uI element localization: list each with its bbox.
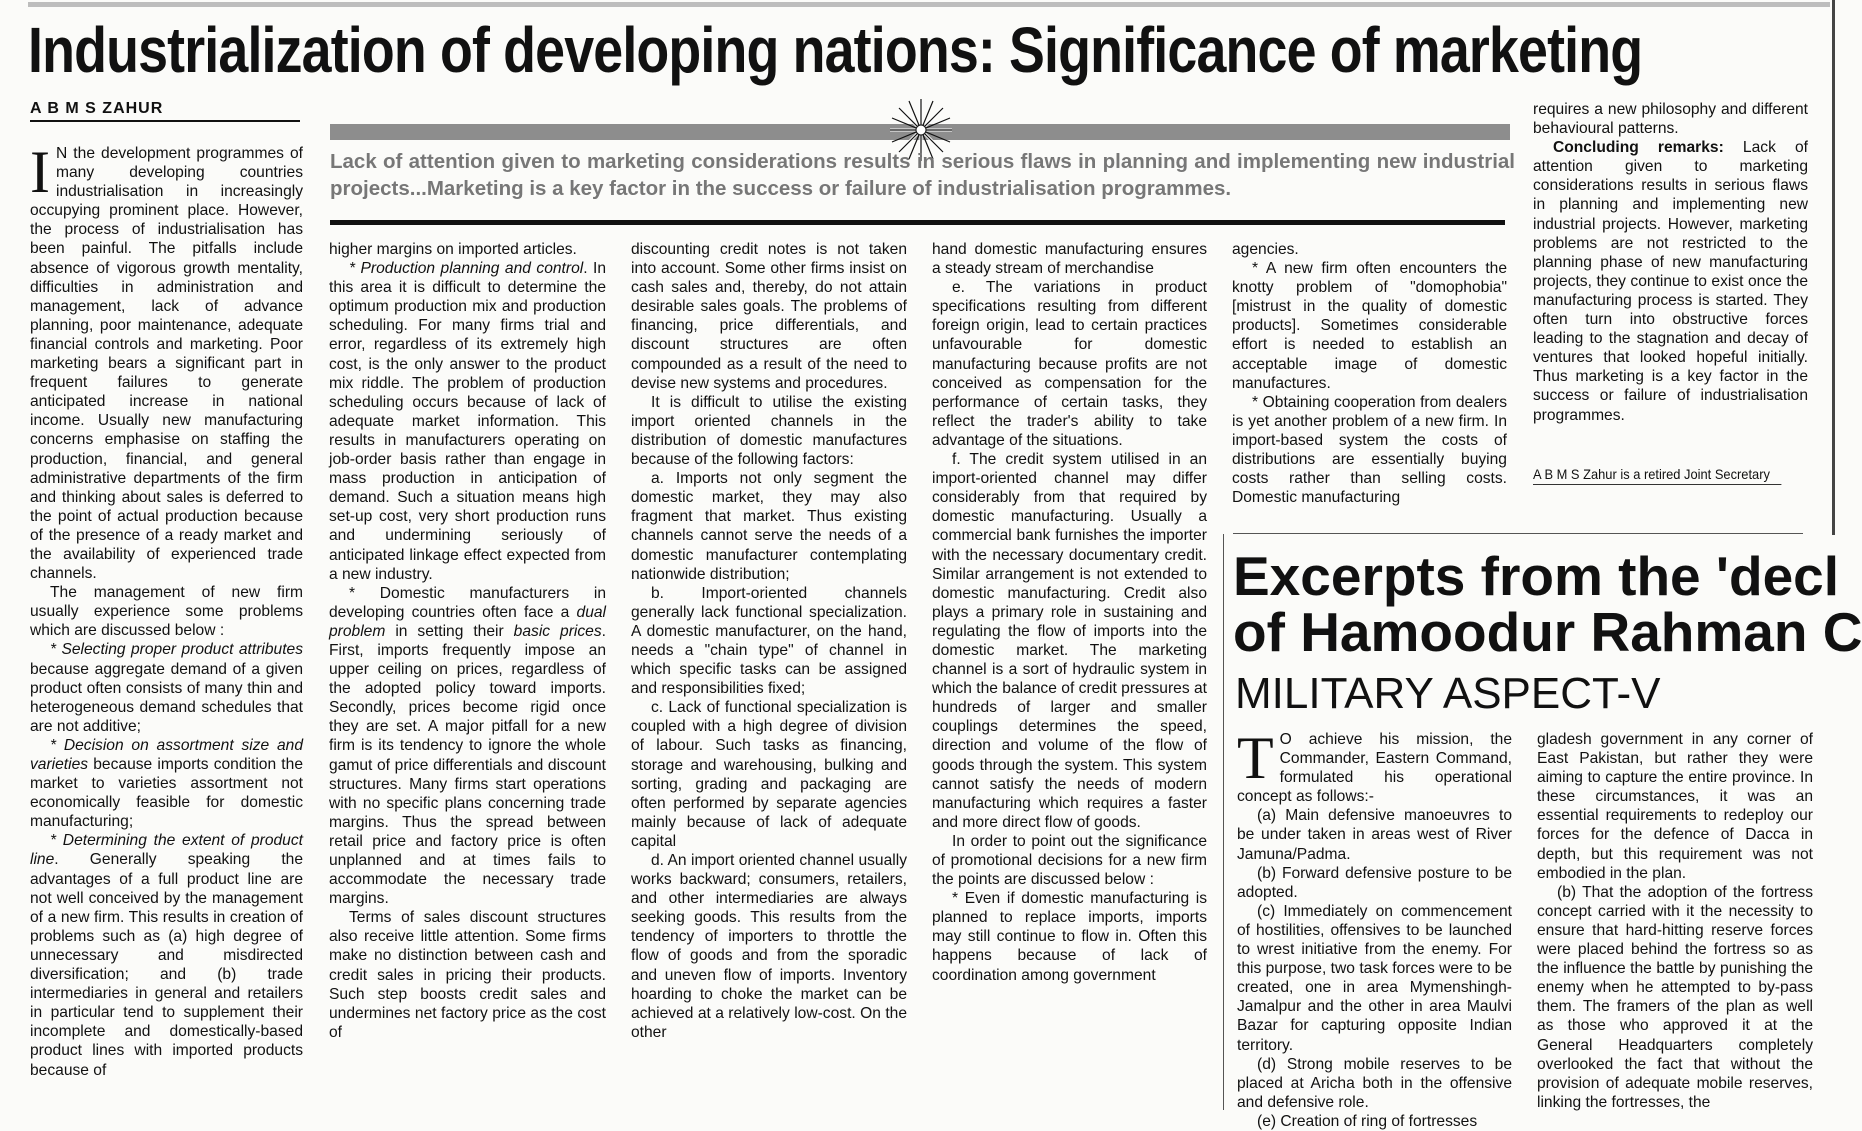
drop-cap: I: [30, 139, 50, 205]
paragraph-text: because aggregate demand of a given product often consists of many thin and heterogeneous demand schedules that are not additive;: [30, 660, 303, 735]
paragraph: (e) Creation of ring of fortresses: [1257, 1112, 1478, 1130]
article-column-6: [1533, 100, 1808, 442]
article-column-5: [1232, 240, 1507, 518]
paragraph: d. An import oriented channel usually works backward; consumers, retailers, and other intermediaries are always seeking goods. This results from the tendency of importers to throttle the flow of goods and from the sporadic and uneven flow of imports. Inventory hoarding to choke the market can be achieved at a relatively low-cost. On the other: [631, 852, 907, 1041]
paragraph: * Even if domestic manufacturing is planned to replace imports, imports may still continue to flow in. Often this happens because of lack of coordination among government: [932, 890, 1207, 984]
author-note: A B M S Zahur is a retired Joint Secretary: [1533, 466, 1781, 485]
excerpt-subhead: MILITARY ASPECT-V: [1235, 669, 1661, 718]
emphasis: * Selecting proper product attributes: [50, 641, 303, 659]
paragraph: Terms of sales discount structures also receive little attention. Some firms make no distinction between cash and credit sales in pricing their products. Such step boosts credit sales and undermines net factory price as the cost of: [329, 909, 606, 1041]
paragraph: N the development programmes of many developing countries industrialisation in increasingly occupying prominent place. However, the process of industrialisation has been painful. The pitfalls include absence of vigorous growth mentality, difficulties in administration and management, lack of advance planning, poor maintenance, adequate financial controls and marketing. Poor marketing bears a significant part in frequent failures to generate anticipated increase in national income. Usually new manufacturing concerns emphasise on staffing the production, financial, and general administrative departments of the firm and thinking about sales is deferred to the point of actual production because of the presence of a ready market and the availability of experienced trade channels.: [30, 145, 303, 583]
pull-quote-rule: [330, 220, 1505, 225]
paragraph: * A new firm often encounters the knotty problem of "domophobia" [mistrust in the quality of domestic products]. Sometimes considerable effort is needed to establish an acceptable image of domestic manufactures.: [1232, 260, 1507, 392]
paragraph: [329, 584, 606, 909]
paragraph: gladesh government in any corner of East Pakistan, but rather they were aiming to capture the entire province. In these circumstances, it was an essential requirements to redeploy our forces for the defence of Dacca in depth, but this requirement was not embodied in the plan.: [1537, 731, 1813, 882]
paragraph: It is difficult to utilise the existing import oriented channels in the distribution of domestic manufactures because of the following factors:: [631, 393, 907, 469]
paragraph: (c) Immediately on commencement of hostilities, offensives to be launched to wrest initiative from the enemy. For this purpose, two task forces were to be created, one in area Mymenshingh- Jamalpur and the other in area Maulvi Bazar for capturing opposite Indian territory.: [1237, 902, 1512, 1054]
emphasis: * Production planning and control: [349, 260, 584, 278]
paragraph: agencies.: [1232, 241, 1299, 258]
paragraph: requires a new philosophy and different behavioural patterns.: [1533, 101, 1808, 138]
top-rule: [28, 2, 1830, 7]
paragraph: higher margins on imported articles.: [329, 241, 577, 258]
paragraph: O achieve his mission, the Commander, Eastern Command, formulated his operational concept as follows:-: [1237, 731, 1512, 806]
article-column-2: [329, 240, 606, 1096]
column-separator: [1223, 534, 1224, 1110]
pull-quote: Lack of attention given to marketing considerations results in serious flaws in planning and implementing new industrial projects...Marketing is a key factor in the success or failure of industrialisation programmes.: [330, 150, 1515, 200]
paragraph: In order to point out the significance of promotional decisions for a new firm the points are discussed below :: [932, 832, 1207, 889]
paragraph: [329, 259, 606, 584]
paragraph: e. The variations in product specifications resulting from different foreign origin, lead to certain practices unfavourable for domestic manufacturing because profits are not conceived as compensation for the performance of certain tasks, they reflect the trader's ability to take advantage of the situations.: [932, 279, 1207, 449]
emphasis: * Determining the extent of product line: [30, 832, 303, 869]
paragraph: [30, 736, 303, 831]
excerpt-headline-line-1: Excerpts from the 'decl: [1233, 545, 1840, 607]
paragraph: [30, 640, 303, 735]
paragraph: a. Imports not only segment the domestic market, they may also fragment that market. Thus existing channels cannot serve the needs of a domestic manufacturer contemplating nationwide distribution;: [631, 470, 907, 583]
paragraph: * Obtaining cooperation from dealers is yet another problem of a new firm. In import-based system the costs of distributions are essentially buying costs rather than selling costs. Domestic manufacturing: [1232, 393, 1507, 507]
emphasis: * Decision on assortment size and varieties: [30, 736, 303, 773]
concluding-remarks-label: Concluding remarks:: [1553, 139, 1724, 157]
paragraph: c. Lack of functional specialization is coupled with a high degree of division of labour. Such tasks as financing, storage and warehousing, bulking and sorting, grading and packaging are often performed by separate agencies mainly because of lack of adequate capital: [631, 699, 907, 850]
paragraph-text: * Domestic manufacturers in developing countries often face a: [329, 584, 606, 621]
paragraph-text: . Generally speaking the advantages of a full product line are not well conceived by the management of a new firm. This results in creation of problems such as (a) high degree of unnecessary and misdirected diversification; and (b) trade intermediaries in general and retailers in particular tend to supplement their incomplete and domestically-based product lines with imported products because of: [30, 851, 303, 1079]
excerpt-headline-line-2: of Hamoodur Rahman C: [1233, 601, 1862, 663]
paragraph: b. Import-oriented channels generally lack functional specialization. A domestic manufacturer, on the hand, needs a "chain type" of channel in which specific tasks can be assigned and responsibilities fixed;: [631, 584, 907, 698]
paragraph-text: in setting their: [385, 622, 514, 640]
emphasis: basic prices: [513, 622, 602, 640]
paragraph: f. The credit system utilised in an import-oriented channel may differ considerably from that required by domestic manufacturing. Usually a commercial bank furnishes the importer with the necessary documentary credit. Similar arrangement is not extended to domestic manufacturing. Credit also plays a primary role in sustaining and regulating the flow of imports into the domestic market. The marketing channel is a sort of hydraulic system in which the balance of credit pressures at hundreds of larger and smaller couplings determines the speed, direction and volume of the flow of goods through the system. This system cannot satisfy the needs of modern manufacturing which requires a faster and more direct flow of goods.: [932, 451, 1207, 831]
paragraph: [1533, 138, 1808, 424]
paragraph: (d) Strong mobile reserves to be placed at Aricha both in the offensive and defensive role.: [1237, 1055, 1512, 1111]
paragraph: (b) That the adoption of the fortress concept carried with it the necessity to ensure that hard-hitting reserve forces were placed behind the fortress so as the influence the battle by punishing the enemy when he attempted to by-pass them. The framers of the plan as well as those who approved it at the General Headquarters completely overlooked the fact that without the provision of adequate mobile reserves, linking the fortresses, the: [1537, 883, 1813, 1111]
story-separator: [1233, 533, 1803, 534]
paragraph: hand domestic manufacturing ensures a steady stream of merchandise: [932, 241, 1207, 278]
article-headline: Industrialization of developing nations: Significance of marketing: [28, 14, 1643, 86]
emphasis: dual problem: [329, 603, 606, 640]
paragraph: discounting credit notes is not taken into account. Some other firms insist on cash sales and, thereby, do not attain desirable sales goals. The problems of financing, price differentials, and discount structures are often compounded as a result of the need to devise new systems and procedures.: [631, 241, 907, 392]
paragraph-text: . In this area it is difficult to determine the optimum production mix and production scheduling. For many firms trial and error, regardless of its extremely high cost, is the only answer to the product mix riddle. The problem of production scheduling occurs because of lack of adequate market information. This results in manufacturers operating on job-order basis rather than engage in mass production in anticipation of demand. Such a situation means high set-up cost, very short production runs and undermining seriously of anticipated linkage effect expected from a new industry.: [329, 260, 607, 583]
paragraph: (a) Main defensive manoeuvres to be under taken in areas west of River Jamuna/Padma.: [1237, 807, 1512, 863]
paragraph-text: because imports condition the market to varieties assortment not economically feasible for domestic manufacturing;: [30, 756, 303, 831]
paragraph-text: Lack of attention given to marketing considerations results in serious flaws in planning and implementing new industrial projects. However, marketing problems are not restricted to the planning phase of new manufacturing projects, they continue to exist once the manufacturing process is started. They often turn into obstructive forces leading to the stagnation and decay of ventures that looked hopeful initially. Thus marketing is a key factor in the success or failure of industrialisation programmes.: [1533, 139, 1809, 424]
paragraph: (b) Forward defensive posture to be adopted.: [1237, 864, 1512, 901]
paragraph: [30, 831, 303, 1079]
article-column-4: [932, 240, 1207, 1096]
article-column-3: [631, 240, 907, 1096]
drop-cap: T: [1237, 725, 1274, 791]
excerpt-column-1: [1237, 725, 1512, 1130]
paragraph: The management of new firm usually experience some problems which are discussed below :: [30, 584, 303, 640]
excerpt-headline: [1233, 545, 1862, 666]
article-column-1: [30, 139, 303, 1096]
excerpt-column-2: [1537, 730, 1813, 1110]
right-column-rule: [1832, 0, 1835, 535]
paragraph-text: . First, imports frequently impose an upper ceiling on prices, regardless of the adopted policy toward imports. Secondly, prices become rigid once they are set. A major pitfall for a new firm is its tendency to ignore the whole gamut of price differentials and discount structures. Many firms start operations with no specific plans concerning trade margins. Thus the spread between retail price and factory price is often unplanned and at times fails to accommodate the necessary trade margins.: [329, 622, 606, 908]
byline: A B M S ZAHUR: [30, 100, 300, 122]
